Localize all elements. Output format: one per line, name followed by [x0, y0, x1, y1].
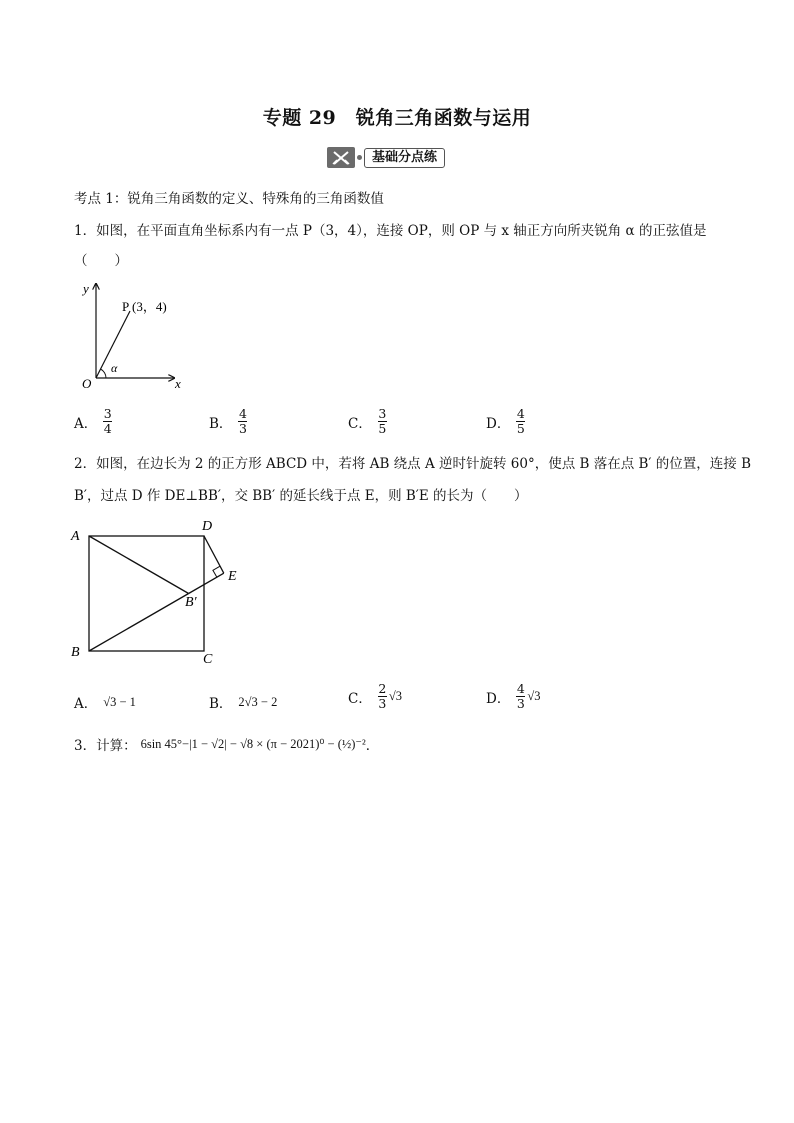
point-e-label: E — [228, 569, 237, 584]
fraction-numerator: 4 — [516, 681, 525, 696]
q1-option-a[interactable] — [74, 407, 112, 436]
segment-b-prime-e — [189, 573, 224, 593]
fraction-numerator: 2 — [378, 681, 387, 696]
option-fraction — [238, 407, 247, 436]
q2-text-line2: B′，过点 D 作 DE⊥BB′，交 BB′ 的延长线于点 E，则 B′E 的长为（ ） — [74, 488, 528, 504]
option-expression: √3 − 1 — [103, 694, 136, 709]
fraction-denominator: 5 — [516, 421, 525, 436]
option-letter: B． — [209, 415, 233, 432]
q3-period: ． — [365, 738, 380, 754]
vertex-c-label: C — [203, 652, 213, 667]
q1-option-b[interactable] — [209, 407, 247, 436]
fraction-denominator: 4 — [103, 421, 112, 436]
q3-label: 3．计算： — [74, 738, 137, 754]
fraction-numerator: 3 — [103, 406, 112, 421]
q3-line — [74, 734, 379, 754]
option-fraction — [516, 682, 525, 711]
q1-text-line1: 1．如图，在平面直角坐标系内有一点 P（3，4），连接 OP，则 OP 与 x 轴正方向所夹锐角 α 的正弦值是 — [74, 223, 707, 239]
q2-option-a[interactable] — [74, 692, 136, 712]
section-heading: 考点 1：锐角三角函数的定义、特殊角的三角函数值 — [74, 191, 384, 207]
option-radical: √3 — [527, 689, 541, 703]
fraction-denominator: 3 — [516, 696, 525, 711]
point-p-label: P (3，4) — [122, 299, 167, 314]
fraction-denominator: 5 — [378, 421, 387, 436]
badge-dot — [357, 155, 362, 160]
segment-bb-prime — [89, 594, 189, 652]
q2-option-c[interactable] — [348, 682, 402, 711]
vertex-b-label: B — [71, 645, 80, 660]
q1-figure — [70, 276, 200, 394]
badge-label: 基础分点练 — [364, 148, 445, 168]
q2-text-line1: 2．如图，在边长为 2 的正方形 ABCD 中，若将 AB 绕点 A 逆时针旋转 60°，使点 B 落在点 B′ 的位置，连接 B — [74, 456, 752, 472]
q3-expression: 6sin 45°−|1 − √2| − √8 × (π − 2021)⁰ − (½)⁻² — [140, 737, 366, 751]
option-fraction — [516, 407, 525, 436]
option-letter: D． — [486, 690, 511, 707]
point-b-prime-label: B′ — [185, 595, 197, 610]
option-letter: C． — [348, 415, 372, 432]
segment-ab-prime — [89, 536, 189, 594]
option-fraction — [103, 407, 112, 436]
square-abcd — [89, 536, 204, 651]
option-expression: 2√3 − 2 — [238, 694, 278, 709]
angle-arc — [101, 369, 107, 378]
section-badge — [327, 147, 445, 168]
q1-option-d[interactable] — [486, 407, 525, 436]
option-letter: C． — [348, 690, 372, 707]
fraction-numerator: 4 — [516, 406, 525, 421]
page-title: 专题 29 锐角三角函数与运用 — [262, 107, 532, 129]
origin-label: O — [82, 376, 92, 391]
angle-label: α — [111, 361, 118, 375]
vertex-d-label: D — [202, 519, 213, 534]
option-letter: A． — [74, 696, 98, 712]
option-letter: B． — [209, 696, 233, 712]
fraction-denominator: 3 — [238, 421, 247, 436]
option-fraction — [378, 682, 387, 711]
fraction-numerator: 4 — [238, 406, 247, 421]
fraction-denominator: 3 — [378, 696, 387, 711]
q2-figure — [66, 512, 256, 670]
segment-de — [204, 536, 224, 573]
q1-option-c[interactable] — [348, 407, 387, 436]
option-letter: A． — [74, 415, 98, 432]
q1-text-line2: （ ） — [74, 253, 128, 269]
x-axis-label: x — [175, 376, 181, 391]
q2-option-b[interactable] — [209, 692, 277, 712]
q2-option-d[interactable] — [486, 682, 540, 711]
crossed-swords-icon — [327, 147, 355, 168]
option-letter: D． — [486, 415, 511, 432]
y-axis-label: y — [83, 281, 89, 296]
fraction-numerator: 3 — [378, 406, 387, 421]
option-fraction — [378, 407, 387, 436]
vertex-a-label: A — [71, 529, 80, 544]
option-radical: √3 — [388, 689, 402, 703]
